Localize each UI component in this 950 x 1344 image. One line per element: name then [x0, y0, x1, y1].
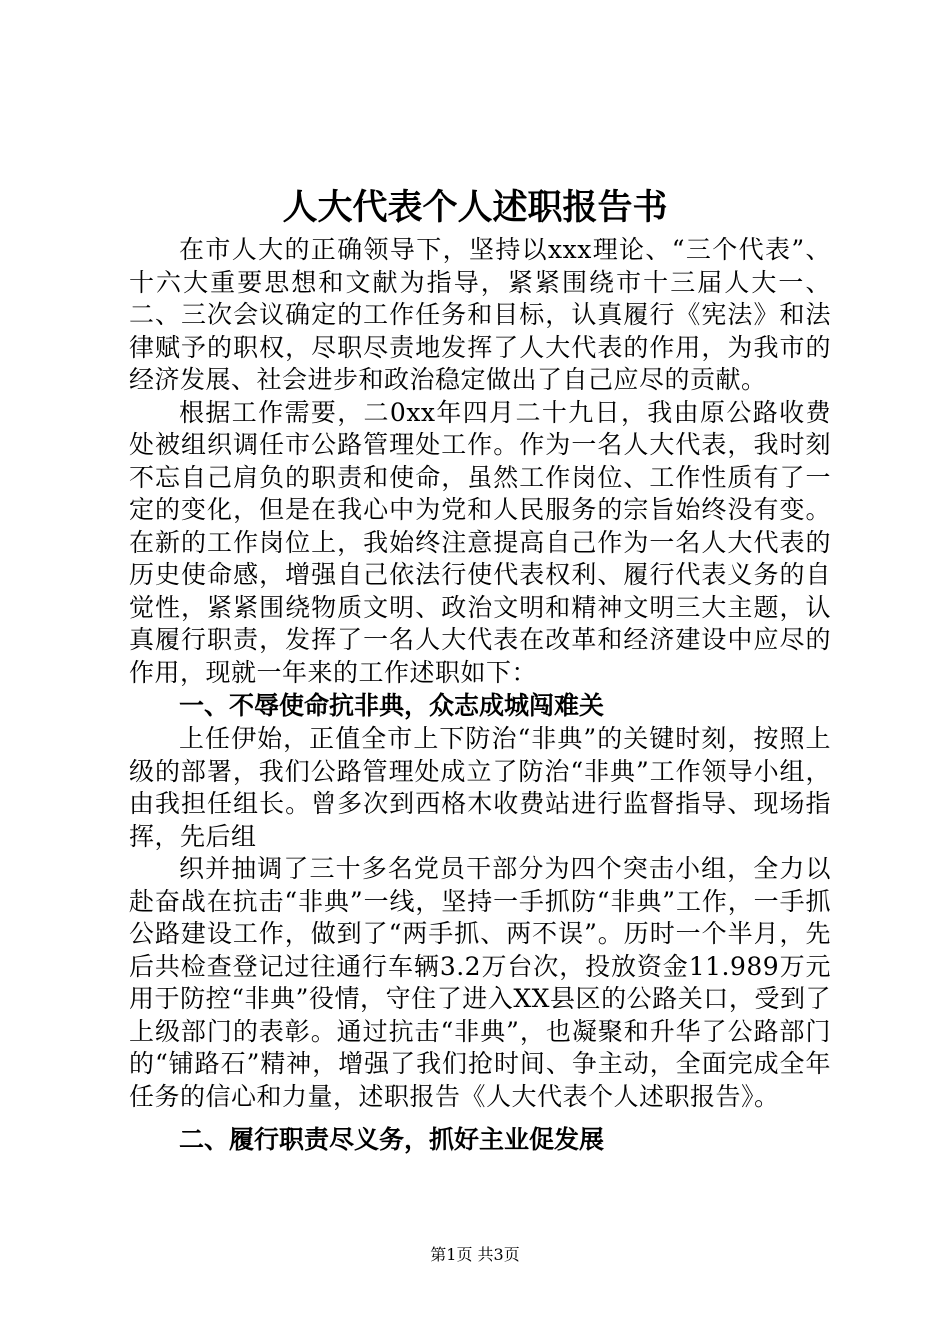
section1-paragraph-2: 织并抽调了三十多名党员干部分为四个突击小组，全力以赴奋战在抗击“非典”一线，坚持一手抓防“非典”工作，一手抓公路建设工作，做到了“两手抓、两不误”。历时一个半月，先后共检查登记过往通行车辆3.2万台次，投放资金11.989万元用于防控“非典”役情，守住了进入XX县区的公路关口，受到了上级部门的表彰。通过抗击“非典”，也凝聚和升华了公路部门的“铺路石”精神，增强了我们抢时间、争主动，全面完成全年任务的信心和力量，述职报告《人大代表个人述职报告》。: [129, 854, 831, 1111]
page-number-footer: 第1页 共3页: [430, 1245, 520, 1264]
page-title: 人大代表个人述职报告书: [282, 187, 668, 228]
intro-paragraph-2: 根据工作需要，二0xx年四月二十九日，我由原公路收费处被组织调任市公路管理处工作。作为一名人大代表，我时刻不忘自己肩负的职责和使命，虽然工作岗位、工作性质有了一定的变化，但是在我心中为党和人民服务的宗旨始终没有变。在新的工作岗位上，我始终注意提高自己作为一名人大代表的历史使命感，增强自己依法行使代表权利、履行代表义务的自觉性，紧紧围绕物质文明、政治文明和精神文明三大主题，认真履行职责，发挥了一名人大代表在改革和经济建设中应尽的作用，现就一年来的工作述职如下：: [129, 397, 831, 687]
document-body: [129, 234, 831, 1157]
section-heading-1: 一、不辱使命抗非典，众志成城闯难关: [179, 691, 605, 720]
section1-paragraph-1: 上任伊始，正值全市上下防治“非典”的关键时刻，按照上级的部署，我们公路管理处成立了防治“非典”工作领导小组，由我担任组长。曾多次到西格木收费站进行监督指导、现场指挥，先后组: [129, 724, 831, 851]
section-heading-2: 二、履行职责尽义务，抓好主业促发展: [179, 1125, 605, 1154]
intro-paragraph-1: 在市人大的正确领导下，坚持以xxx理论、“三个代表”、十六大重要思想和文献为指导，紧紧围绕市十三届人大一、二、三次会议确定的工作任务和目标，认真履行《宪法》和法律赋予的职权，尽职尽责地发挥了人大代表的作用，为我市的经济发展、社会进步和政治稳定做出了自己应尽的贡献。: [129, 235, 831, 394]
